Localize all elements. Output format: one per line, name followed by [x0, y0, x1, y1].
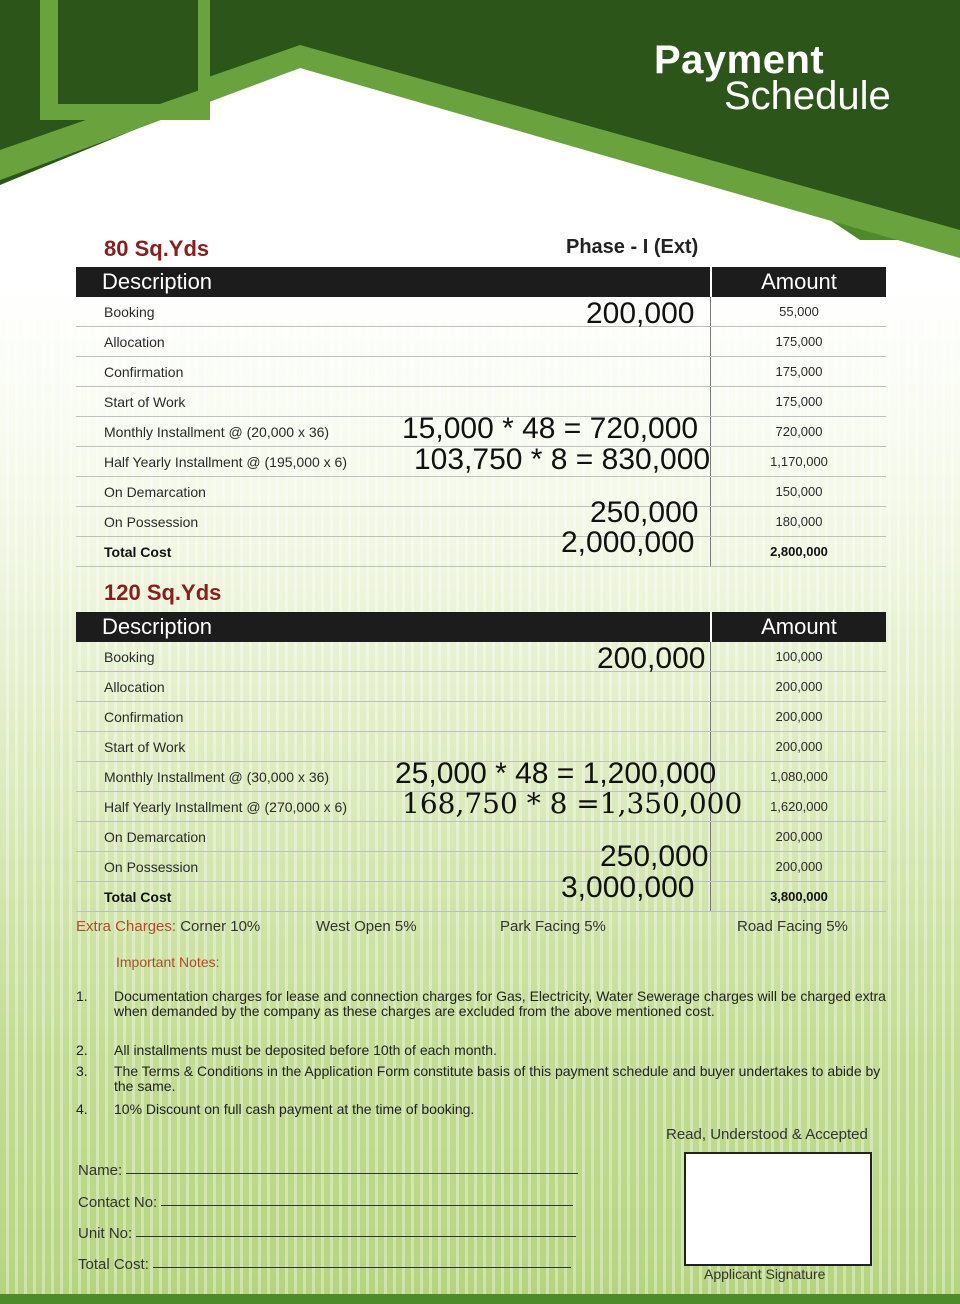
total-cost-label: Total Cost:: [78, 1256, 149, 1273]
west-open-charge: West Open 5%: [316, 918, 417, 935]
handwritten-half-yearly: 103,750 * 8 = 830,000: [414, 443, 711, 476]
unit-line[interactable]: [136, 1235, 576, 1237]
accepted-label: Read, Understood & Accepted: [666, 1126, 868, 1143]
contact-label: Contact No:: [78, 1194, 158, 1211]
handwritten-booking: 200,000: [586, 297, 695, 330]
row-amount: 200,000: [775, 829, 823, 844]
table-row: [76, 327, 886, 357]
corner-charge: Corner 10%: [180, 918, 261, 935]
row-description: On Demarcation: [104, 484, 206, 500]
road-facing-charge: Road Facing 5%: [737, 918, 848, 935]
header-amount: Amount: [761, 614, 837, 639]
row-description: On Demarcation: [104, 829, 206, 845]
header-description: Description: [102, 614, 213, 639]
row-amount: 175,000: [775, 364, 823, 379]
row-description: Half Yearly Installment @ (195,000 x 6): [104, 454, 348, 470]
row-amount: 200,000: [775, 709, 823, 724]
row-amount: 720,000: [775, 424, 823, 439]
table-row: [76, 672, 886, 702]
table-header: [76, 612, 886, 642]
row-amount: 180,000: [775, 514, 823, 529]
signature-box[interactable]: [684, 1152, 872, 1266]
extra-charges-label: Extra Charges:: [76, 918, 177, 935]
row-description: Booking: [104, 304, 155, 320]
unit-field[interactable]: [78, 1225, 576, 1242]
handwritten-monthly: 25,000 * 48 = 1,200,000: [395, 757, 717, 790]
chimney-dark: [58, 0, 198, 104]
row-amount: 200,000: [775, 739, 823, 754]
row-amount: 3,800,000: [770, 889, 828, 904]
name-line[interactable]: [126, 1172, 578, 1174]
table-row: [76, 297, 886, 327]
table-row: [76, 477, 886, 507]
handwritten-half-yearly: 168,750 * 8 =1,350,000: [402, 787, 743, 820]
table-row: [76, 702, 886, 732]
row-amount: 175,000: [775, 394, 823, 409]
row-amount: 150,000: [775, 484, 823, 499]
section-label-120: 120 Sq.Yds: [104, 580, 222, 605]
row-description: Total Cost: [104, 889, 172, 905]
name-field[interactable]: [78, 1162, 578, 1179]
row-amount: 100,000: [775, 649, 823, 664]
title-line-2: Schedule: [724, 74, 891, 118]
row-description: Start of Work: [104, 739, 186, 755]
table-row: [76, 507, 886, 537]
table-row: [76, 852, 886, 882]
signature-label: Applicant Signature: [704, 1266, 826, 1282]
row-amount: 200,000: [775, 859, 823, 874]
note-number: 4.: [76, 1101, 88, 1117]
section-label-80: 80 Sq.Yds: [104, 236, 210, 261]
handwritten-total: 3,000,000: [561, 871, 695, 904]
park-facing-charge: Park Facing 5%: [500, 918, 606, 935]
contact-line[interactable]: [161, 1204, 573, 1206]
row-description: Allocation: [104, 679, 165, 695]
name-label: Name:: [78, 1162, 123, 1179]
total-row: [76, 537, 886, 567]
extra-charges-corner: [76, 918, 260, 935]
handwritten-booking: 200,000: [597, 642, 706, 675]
total-cost-field[interactable]: [78, 1256, 571, 1273]
handwritten-possession: 250,000: [600, 840, 709, 873]
row-amount: 200,000: [775, 679, 823, 694]
note-item: [76, 1043, 896, 1059]
table-row: [76, 822, 886, 852]
header-description: Description: [102, 269, 213, 294]
title-line-1: Payment: [654, 38, 825, 82]
unit-label: Unit No:: [78, 1225, 133, 1242]
handwritten-total: 2,000,000: [561, 526, 695, 559]
row-description: Monthly Installment @ (20,000 x 36): [104, 424, 330, 440]
note-item: [76, 1064, 896, 1094]
total-row: [76, 882, 886, 912]
note-text: The Terms & Conditions in the Application Form constitute basis of this payment schedule and buyer undertakes to abide by the same.: [114, 1063, 881, 1094]
table-row: [76, 357, 886, 387]
row-description: Start of Work: [104, 394, 186, 410]
row-amount: 55,000: [779, 304, 819, 319]
contact-field[interactable]: [78, 1194, 573, 1211]
note-text: Documentation charges for lease and connection charges for Gas, Electricity, Water Sewerage charges will be charged extra when demanded by the company as these charges are excluded from the above mentioned cost.: [114, 988, 886, 1019]
note-text: 10% Discount on full cash payment at the time of booking.: [114, 1101, 475, 1117]
note-number: 2.: [76, 1042, 88, 1058]
row-description: Booking: [104, 649, 155, 665]
row-amount: 1,170,000: [770, 454, 828, 469]
header-amount: Amount: [761, 269, 837, 294]
phase-label: Phase - I (Ext): [566, 236, 699, 258]
row-amount: 2,800,000: [770, 544, 828, 559]
note-number: 3.: [76, 1063, 88, 1079]
total-cost-line[interactable]: [153, 1266, 571, 1268]
bottom-strip: [0, 1294, 960, 1304]
row-description: Half Yearly Installment @ (270,000 x 6): [104, 799, 348, 815]
note-item: [76, 989, 896, 1035]
row-amount: 1,080,000: [770, 769, 828, 784]
row-amount: 175,000: [775, 334, 823, 349]
row-description: Total Cost: [104, 544, 172, 560]
handwritten-monthly: 15,000 * 48 = 720,000: [402, 412, 699, 445]
note-number: 1.: [76, 988, 88, 1004]
row-description: On Possession: [104, 859, 199, 875]
row-amount: 1,620,000: [770, 799, 828, 814]
table-header: [76, 267, 886, 297]
table-row: [76, 642, 886, 672]
row-description: Confirmation: [104, 709, 184, 725]
note-text: All installments must be deposited before 10th of each month.: [114, 1042, 497, 1058]
note-item: [76, 1102, 896, 1118]
handwritten-possession: 250,000: [590, 496, 699, 529]
row-description: Confirmation: [104, 364, 184, 380]
notes-title: Important Notes:: [116, 954, 220, 970]
row-description: Monthly Installment @ (30,000 x 36): [104, 769, 330, 785]
row-description: Allocation: [104, 334, 165, 350]
row-description: On Possession: [104, 514, 199, 530]
